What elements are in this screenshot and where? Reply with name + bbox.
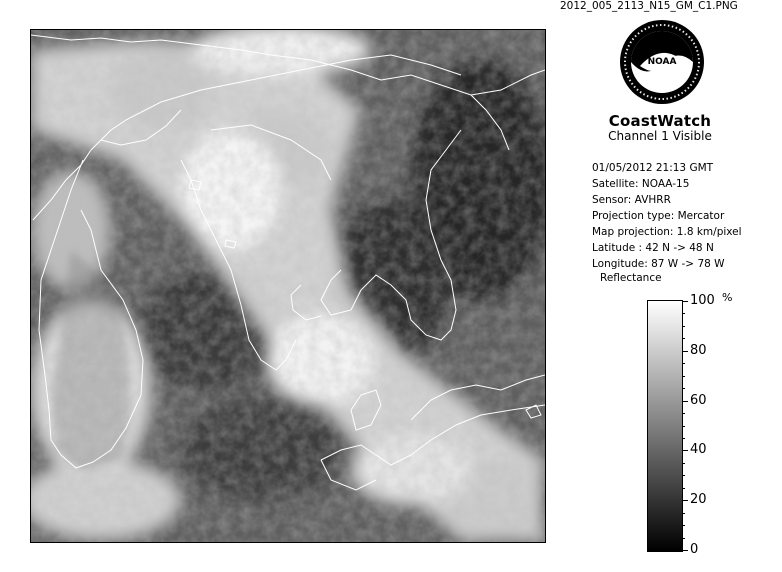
colorbar-minor-tick bbox=[682, 525, 685, 526]
logo-text: NOAA bbox=[647, 57, 677, 67]
colorbar-tick-label: 20 bbox=[690, 492, 707, 508]
colorbar-title: Reflectance bbox=[600, 272, 662, 284]
colorbar-minor-tick bbox=[682, 313, 685, 314]
noaa-logo bbox=[618, 18, 706, 106]
colorbar-minor-tick bbox=[682, 388, 685, 389]
colorbar-minor-tick bbox=[682, 338, 685, 339]
colorbar-tick bbox=[682, 301, 688, 302]
satellite-label: Satellite: NOAA-15 bbox=[592, 178, 690, 190]
map-projection-label: Map projection: 1.8 km/pixel bbox=[592, 226, 742, 238]
satellite-image bbox=[30, 29, 546, 543]
colorbar-unit: % bbox=[722, 291, 733, 304]
colorbar-tick-label: 0 bbox=[690, 542, 699, 557]
info-panel bbox=[560, 0, 782, 572]
latitude-label: Latitude : 42 N -> 48 N bbox=[592, 242, 714, 254]
projection-type-label: Projection type: Mercator bbox=[592, 210, 725, 222]
app-title: CoastWatch bbox=[608, 112, 712, 130]
sensor-label: Sensor: AVHRR bbox=[592, 194, 671, 206]
colorbar-tick bbox=[682, 500, 688, 501]
datetime-label: 01/05/2012 21:13 GMT bbox=[592, 162, 714, 174]
colorbar-minor-tick bbox=[682, 363, 685, 364]
colorbar-minor-tick bbox=[682, 488, 685, 489]
longitude-label: Longitude: 87 W -> 78 W bbox=[592, 258, 725, 270]
colorbar-minor-tick bbox=[682, 463, 685, 464]
filename-label: 2012_005_2113_N15_GM_C1.PNG bbox=[560, 0, 738, 12]
colorbar-tick-label: 80 bbox=[690, 342, 707, 358]
colorbar-minor-tick bbox=[682, 413, 685, 414]
colorbar-minor-tick bbox=[682, 475, 685, 476]
channel-label: Channel 1 Visible bbox=[608, 129, 712, 143]
colorbar-minor-tick bbox=[682, 538, 685, 539]
colorbar-tick-label: 60 bbox=[690, 392, 707, 408]
colorbar-minor-tick bbox=[682, 438, 685, 439]
colorbar-tick-label: 100 bbox=[690, 293, 715, 308]
colorbar-tick bbox=[682, 351, 688, 352]
colorbar-tick bbox=[682, 401, 688, 402]
colorbar-minor-tick bbox=[682, 426, 685, 427]
colorbar bbox=[647, 300, 683, 552]
colorbar-tick-label: 40 bbox=[690, 442, 707, 458]
cloud-imagery bbox=[31, 30, 545, 542]
colorbar-minor-tick bbox=[682, 513, 685, 514]
colorbar-tick bbox=[682, 450, 688, 451]
colorbar-minor-tick bbox=[682, 376, 685, 377]
colorbar-minor-tick bbox=[682, 326, 685, 327]
colorbar-tick bbox=[682, 550, 688, 551]
